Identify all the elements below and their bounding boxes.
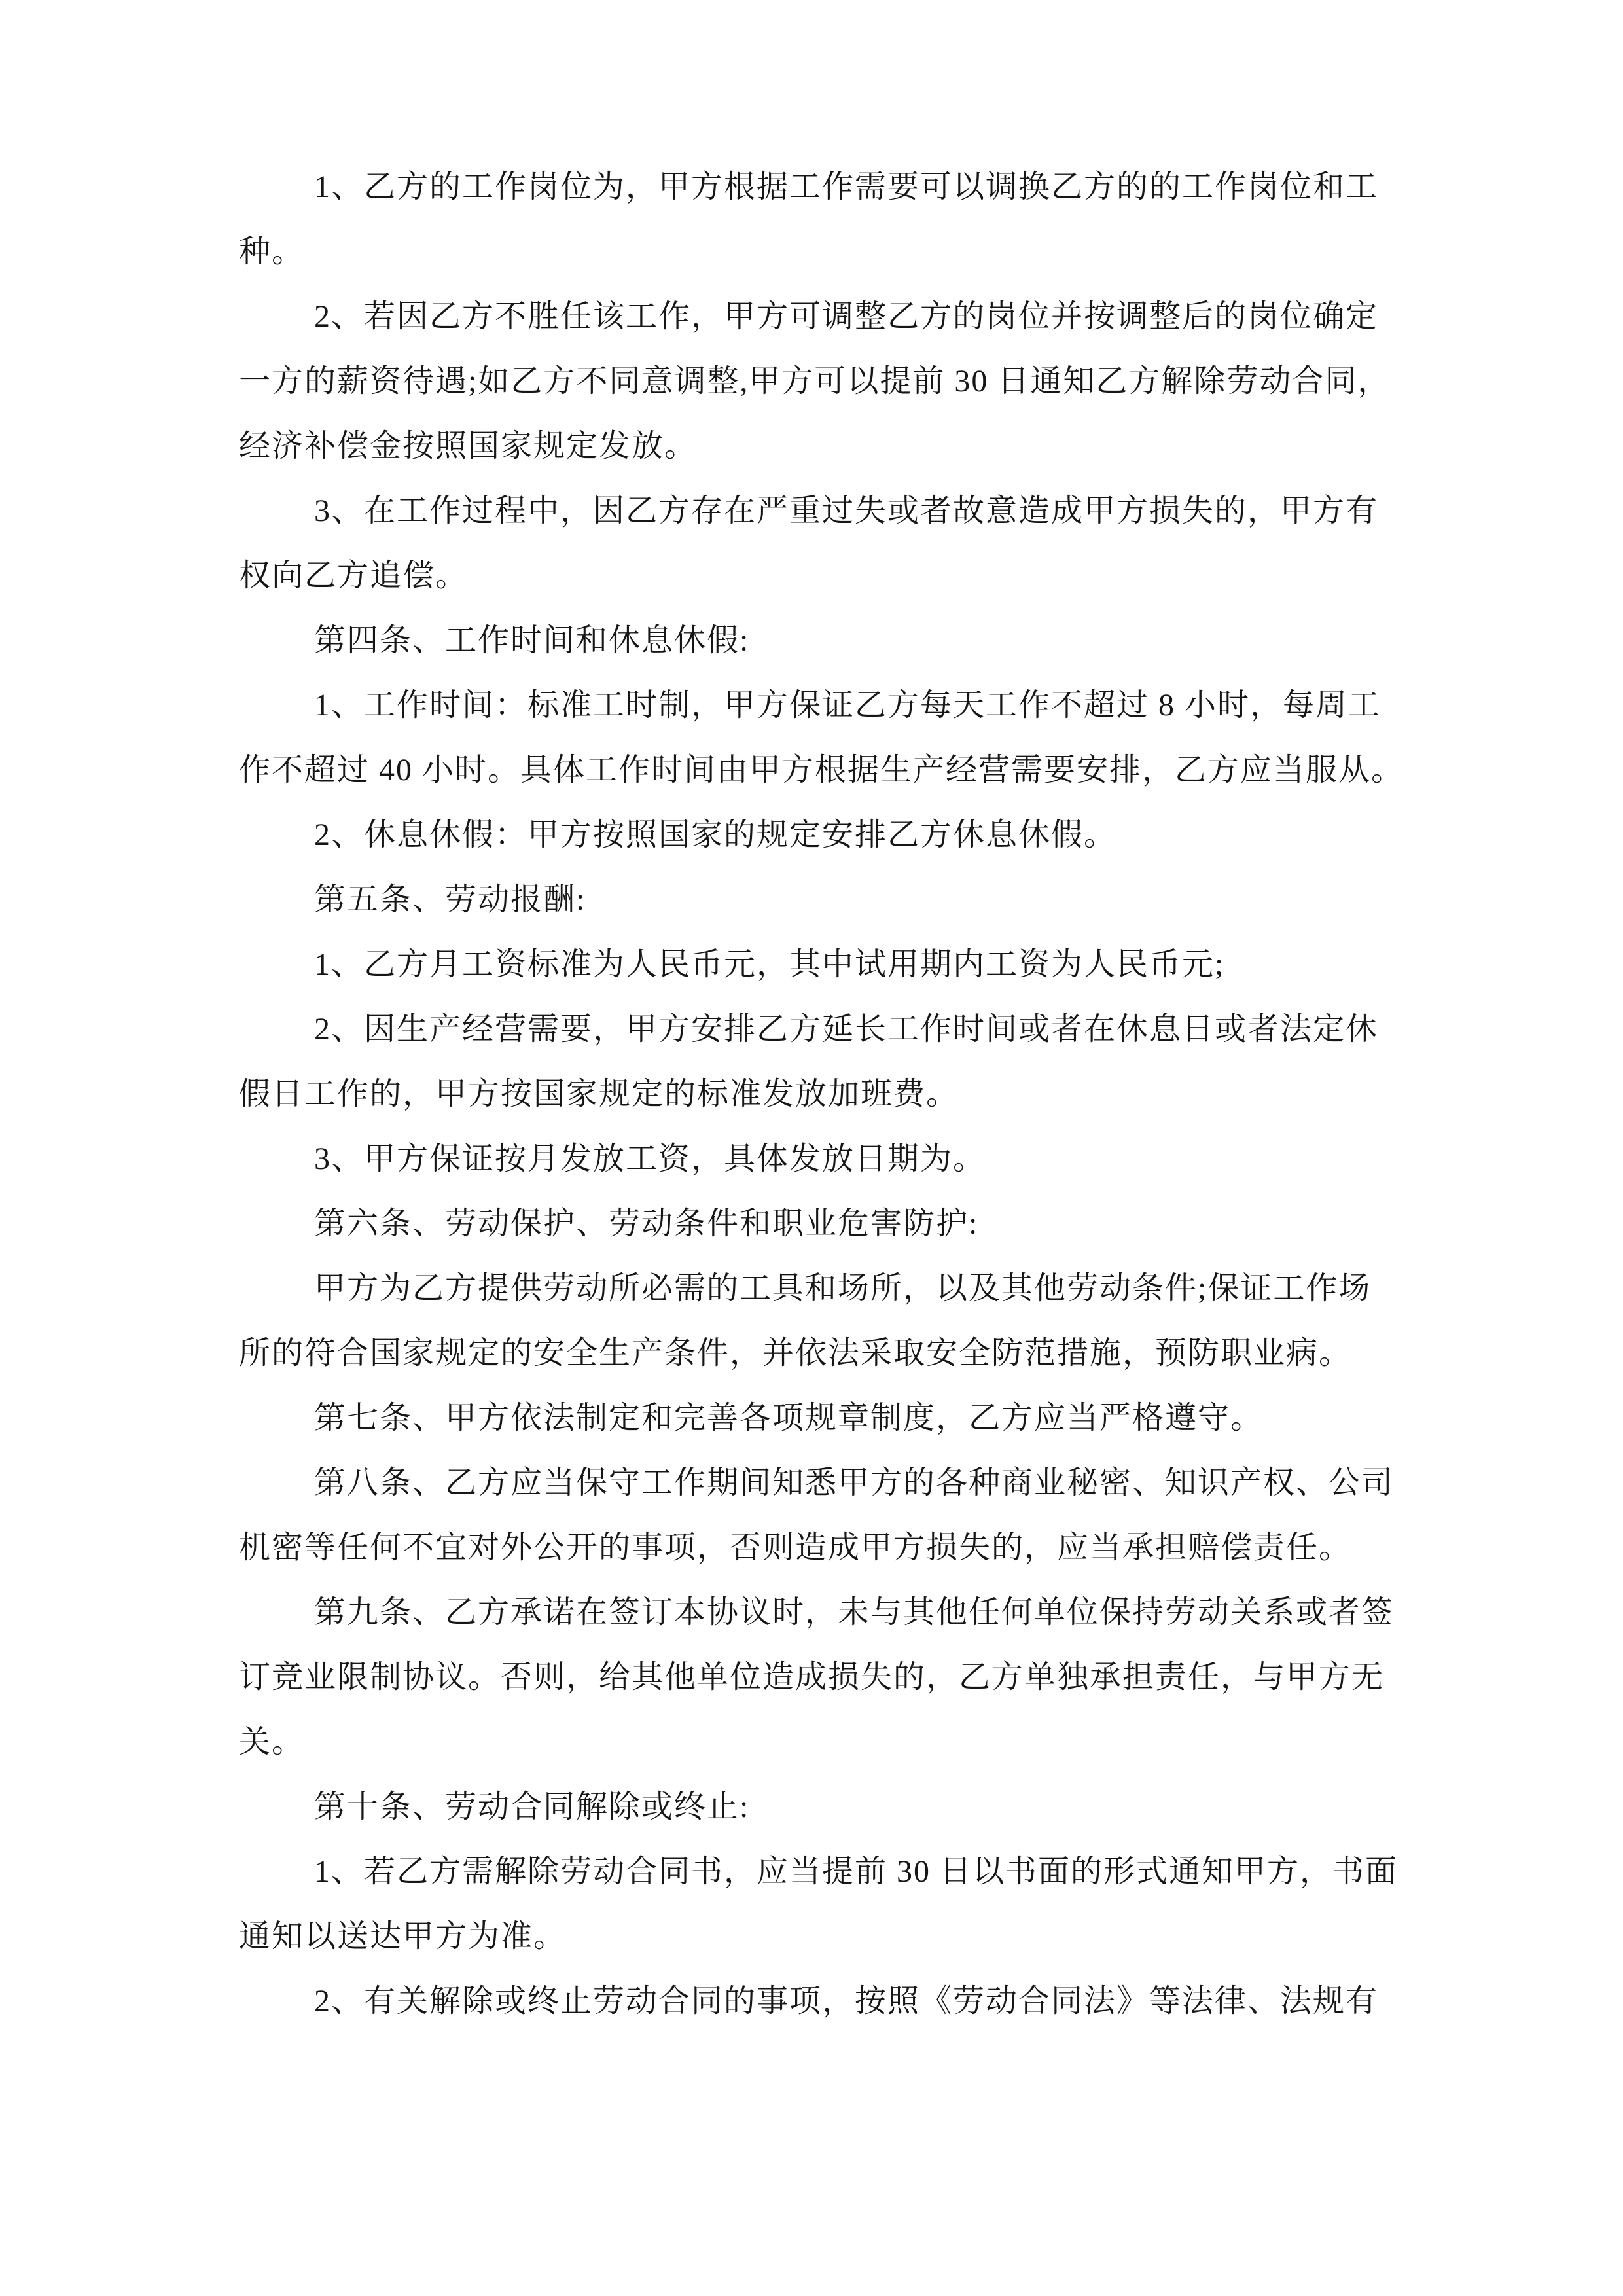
document-line: 甲方为乙方提供劳动所必需的工具和场所，以及其他劳动条件;保证工作场 <box>314 1271 1372 1306</box>
document-line: 第九条、乙方承诺在签订本协议时，未与其他任何单位保持劳动关系或者签 <box>314 1595 1395 1630</box>
document-line: 假日工作的，甲方按国家规定的标准发放加班费。 <box>239 1077 959 1111</box>
document-line: 通知以送达甲方为准。 <box>239 1919 567 1954</box>
document-line: 种。 <box>239 234 305 269</box>
document-line: 第四条、工作时间和休息休假: <box>314 623 750 658</box>
document-line: 一方的薪资待遇;如乙方不同意调整,甲方可以提前 30 日通知乙方解除劳动合同， <box>239 364 1391 399</box>
document-line: 2、休息休假：甲方按照国家的规定安排乙方休息休假。 <box>314 817 1117 852</box>
document-line: 3、在工作过程中，因乙方存在严重过失或者故意造成甲方损失的，甲方有 <box>314 493 1379 528</box>
document-line: 机密等任何不宜对外公开的事项，否则造成甲方损失的，应当承担赔偿责任。 <box>239 1530 1352 1565</box>
document-line: 第七条、甲方依法制定和完善各项规章制度，乙方应当严格遵守。 <box>314 1401 1264 1435</box>
document-line: 第六条、劳动保护、劳动条件和职业危害防护: <box>314 1206 979 1241</box>
document-line: 1、若乙方需解除劳动合同书，应当提前 30 日以书面的形式通知甲方，书面 <box>314 1854 1399 1889</box>
document-line: 关。 <box>239 1725 305 1759</box>
document-line: 第十条、劳动合同解除或终止: <box>314 1789 750 1824</box>
document-line: 作不超过 40 小时。具体工作时间由甲方根据生产经营需要安排，乙方应当服从。 <box>239 753 1404 787</box>
document-line: 2、因生产经营需要，甲方安排乙方延长工作时间或者在休息日或者法定休 <box>314 1012 1379 1047</box>
document-line: 权向乙方追偿。 <box>239 558 469 593</box>
document-line: 1、工作时间：标准工时制，甲方保证乙方每天工作不超过 8 小时，每周工 <box>314 688 1382 723</box>
document-body <box>239 154 1414 2034</box>
document-line: 经济补偿金按照国家规定发放。 <box>239 429 698 463</box>
document-line: 2、若因乙方不胜任该工作，甲方可调整乙方的岗位并按调整后的岗位确定 <box>314 299 1379 334</box>
document-line: 订竞业限制协议。否则，给其他单位造成损失的，乙方单独承担责任，与甲方无 <box>239 1660 1385 1695</box>
document-line: 第八条、乙方应当保守工作期间知悉甲方的各种商业秘密、知识产权、公司 <box>314 1465 1395 1500</box>
document-line: 2、有关解除或终止劳动合同的事项，按照《劳动合同法》等法律、法规有 <box>314 1984 1379 2018</box>
document-line: 1、乙方月工资标准为人民币元，其中试用期内工资为人民币元; <box>314 947 1225 982</box>
document-line: 第五条、劳动报酬: <box>314 882 586 917</box>
document-line: 所的符合国家规定的安全生产条件，并依法采取安全防范措施，预防职业病。 <box>239 1336 1352 1371</box>
document-line: 1、乙方的工作岗位为，甲方根据工作需要可以调换乙方的的工作岗位和工 <box>314 170 1379 204</box>
document-line: 3、甲方保证按月发放工资，具体发放日期为。 <box>314 1141 986 1176</box>
